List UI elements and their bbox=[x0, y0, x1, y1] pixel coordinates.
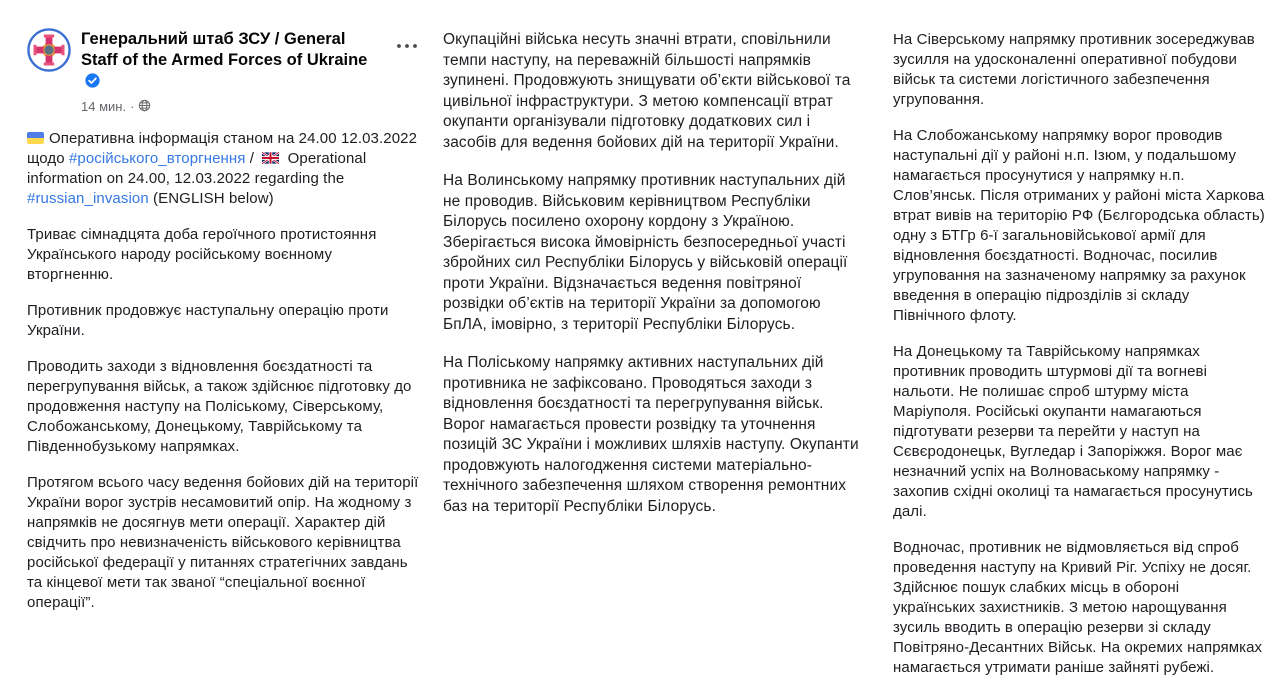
three-dots-icon bbox=[396, 43, 418, 49]
header-text bbox=[81, 28, 381, 115]
post-paragraph: Триває сімнадцята доба героїчного протистояння Українського народу російському воєнному вторгненню. bbox=[27, 226, 377, 283]
meta-separator: · bbox=[130, 99, 135, 114]
post-paragraph: На Сіверському напрямку противник зосереджував зусилля на удосконаленні оперативної побудови військ та системи логістичного забезпечення угруповання. bbox=[893, 31, 1255, 108]
post-paragraph: Противник продовжує наступальну операцію проти України. bbox=[27, 302, 389, 339]
intro-text-en: Operational information on 24.00, 12.03.2022 regarding the bbox=[27, 150, 367, 187]
post-text-right bbox=[893, 30, 1265, 678]
intro-text-tail: (ENGLISH below) bbox=[148, 190, 274, 207]
verified-badge-icon bbox=[85, 73, 100, 94]
uk-flag-icon bbox=[262, 152, 279, 164]
post-paragraph: Окупаційні війська несуть значні втрати, сповільнили темпи наступу, на переважній більшості напрямків зупинені. Продовжують знищувати об’єкти військової та цивільної інфраструктури. З метою компенсації втрат окупанти організували підготовку додаткових сил і засобів для ведення бойових дій на території України. bbox=[443, 31, 851, 151]
column-right bbox=[893, 28, 1265, 678]
post-paragraph: На Донецькому та Таврійському напрямках противник проводить штурмові дії та вогневі нальоти. Не полишає спроб штурму міста Маріуполя. Російські окупанти намагаються підготувати резерви та перейти у наступ на Сєвєродонецьк, Вугледар і Запоріжжя. Ворог має незначний успіх на Волноваському напрямку - захопив східні околиці та намагається просунутись далі. bbox=[893, 343, 1253, 520]
hashtag-russian-invasion-ua[interactable]: #російського_вторгнення bbox=[68, 150, 246, 167]
post-intro-paragraph bbox=[27, 129, 420, 209]
post-paragraph: Проводить заходи з відновлення боєздатності та перегрупування військ, а також здійснює підготовку до продовження наступу на Поліському, Сіверському, Слобожанському, Донецькому, Таврійському та Південнобузькому напрямках. bbox=[27, 358, 412, 455]
globe-icon bbox=[138, 99, 151, 115]
post-paragraph: Водночас, противник не відмовляється від спроб проведення наступу на Кривий Ріг. Успіху не досяг. Здійснює пошук слабких місць в обороні українських захистників. З метою нарощування зусиль вводить в операцію резерви зі складу Повітряно-Десантних Військ. На окремих напрямках намагається утримати раніше зайняті рубежі. bbox=[893, 539, 1263, 676]
post-paragraph: На Волинському напрямку противник наступальних дій не проводив. Військовим керівництвом Республіки Білорусь посилено охорону кордону з Україною. Зберігається висока ймовірність безпосередньої участі збройних сил Республіки Білорусь у військовій операції проти України. Відзначається ведення повітряної розвідки об’єктів на території України за допомогою БпЛА, імовірно, з території Республіки Білорусь. bbox=[443, 172, 848, 333]
column-middle bbox=[443, 28, 863, 678]
author-line bbox=[81, 29, 381, 94]
timestamp[interactable]: 14 мин. bbox=[81, 99, 127, 114]
page-avatar[interactable] bbox=[27, 28, 71, 72]
post-paragraph: На Поліському напрямку активних наступальних дій противника не зафіксовано. Проводяться заходи з відновлення боєздатності та перегрупування військ. Ворог намагається провести розвідку та уточнення позицій ЗС України і можливих шляхів наступу. Окупанти продовжують налогодження системи матеріально-технічного забезпечення шляхом створення ремонтних баз на території Республіки Білорусь. bbox=[443, 354, 859, 515]
post-text-left bbox=[27, 129, 420, 613]
post-header bbox=[27, 28, 420, 115]
post-text-middle bbox=[443, 30, 863, 517]
more-options-button[interactable] bbox=[390, 28, 420, 54]
intro-text-ua: Оперативна інформація станом на 24.00 12.03.2022 щодо bbox=[27, 130, 418, 167]
hashtag-russian-invasion-en[interactable]: #russian_invasion bbox=[27, 190, 149, 207]
post-paragraph: На Слобожанському напрямку ворог проводив наступальні дії у районі н.п. Ізюм, у подальшому намагається просунутися у напрямку н.п. Слов’янськ. Після отриманих у районі міста Харкова втрат вивів на територію РФ (Бєлгородська область) одну з БТГр 6-ї загальновійськової армії для відновлення боєздатності. Водночас, посилив угруповання на зазначеному напрямку за рахунок введення в операцію підрозділів зі складу Північного флоту. bbox=[893, 127, 1265, 324]
ukraine-flag-icon bbox=[27, 132, 44, 144]
post-paragraph: Протягом всього часу ведення бойових дій на території України ворог зустрів несамовитий опір. На жодному з напрямків не досягнув мети операції. Характер дій свідчить про невизначеність військового керівництва російської федерації у питаннях стратегічних завдань та кінцевої мети так званої “спеціальної воєнної операції”. bbox=[27, 474, 419, 611]
post-meta bbox=[81, 98, 381, 115]
column-left bbox=[27, 28, 420, 678]
intro-slash: / bbox=[245, 150, 259, 167]
author-name[interactable]: Генеральний штаб ЗСУ / General Staff of the Armed Forces of Ukraine bbox=[81, 30, 368, 69]
